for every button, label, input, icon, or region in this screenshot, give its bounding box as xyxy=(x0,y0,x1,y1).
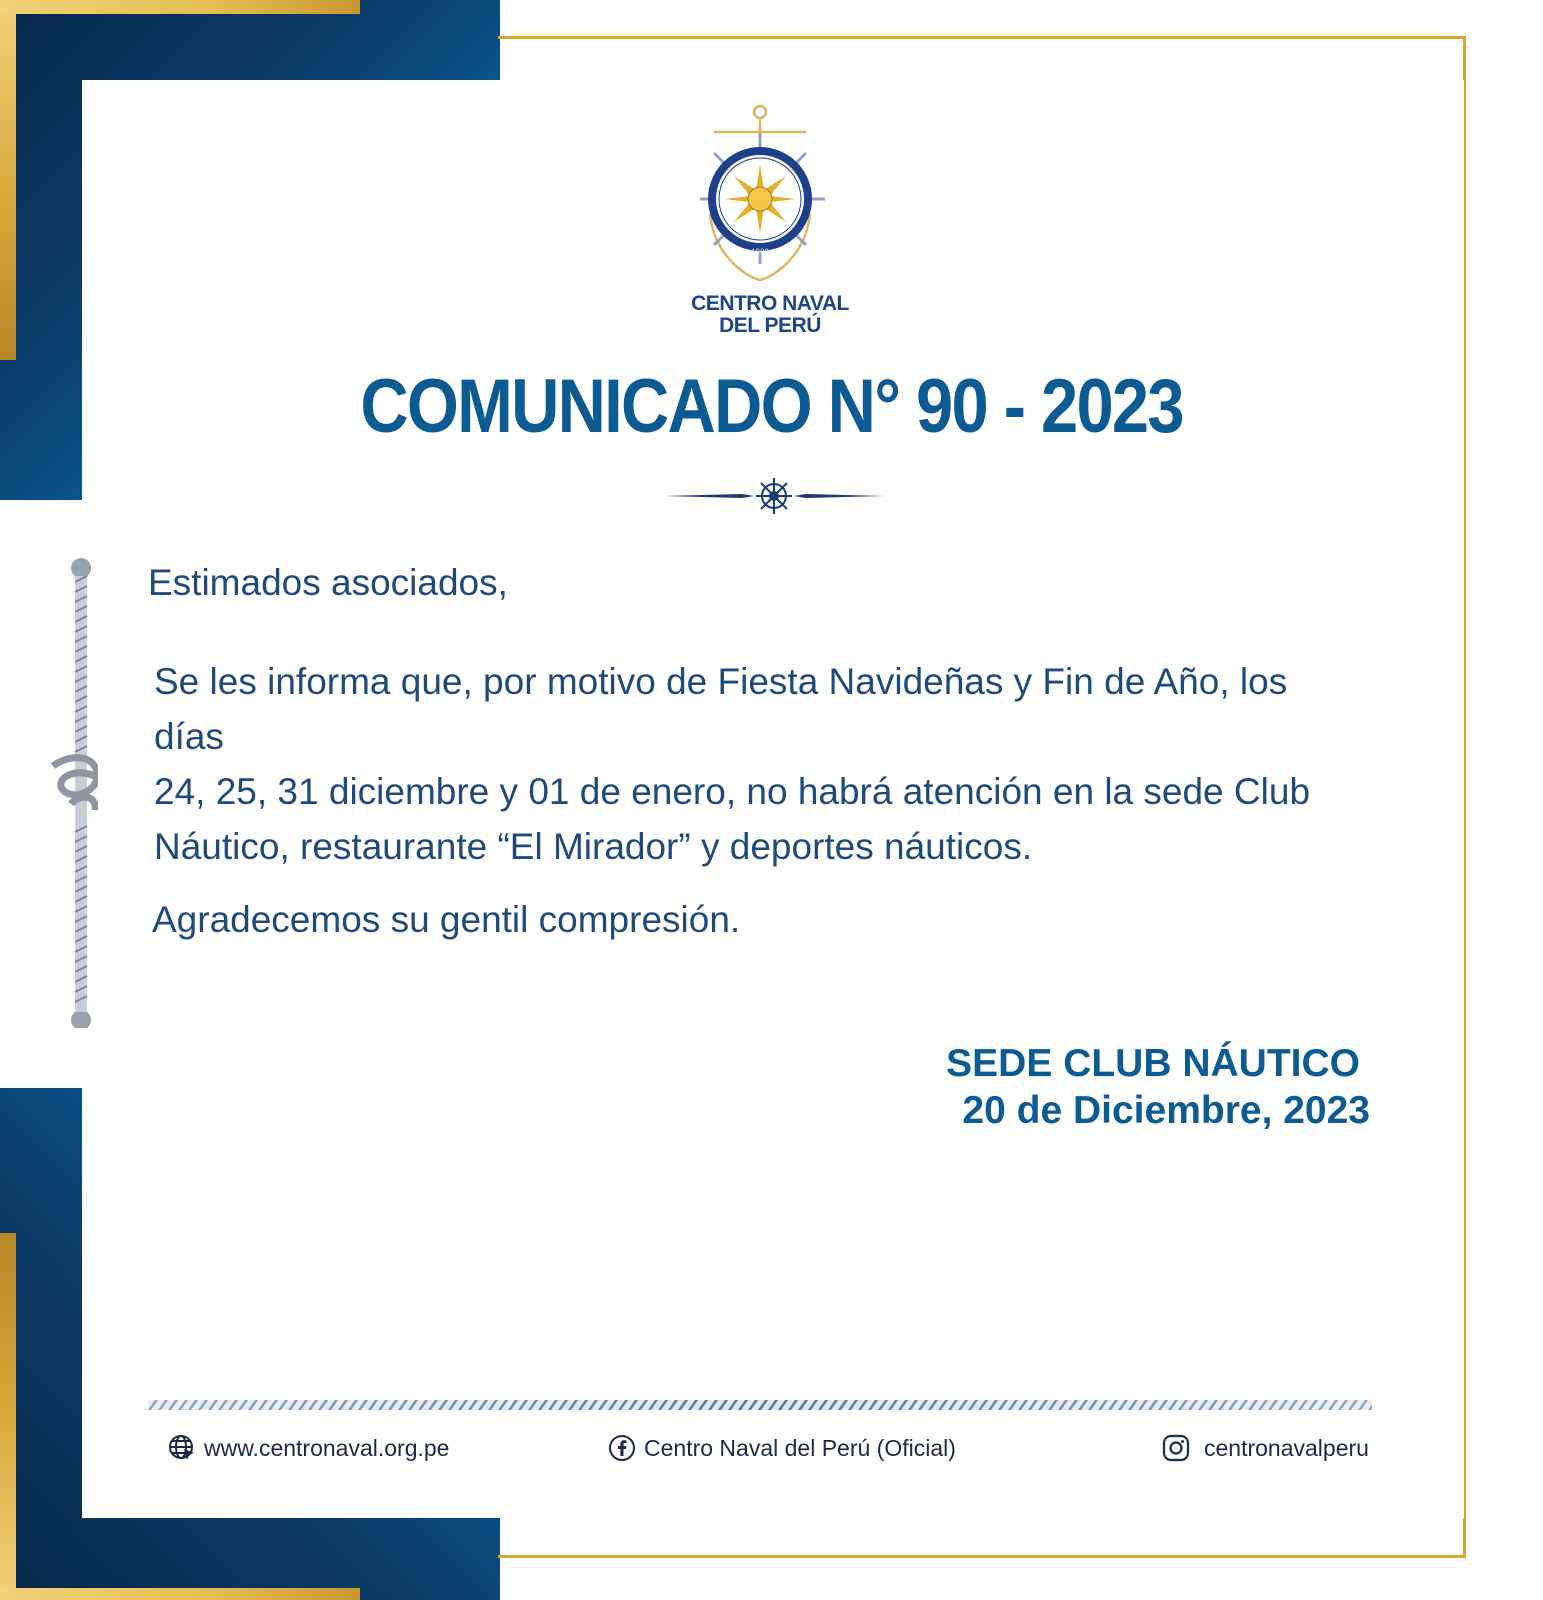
thanks-text: Agradecemos su gentil compresión. xyxy=(152,899,741,940)
divider-ship-wheel xyxy=(664,474,884,518)
gold-stripe xyxy=(0,0,16,360)
signature-date: 20 de Diciembre, 2023 xyxy=(962,1089,1370,1132)
page-title: COMUNICADO N° 90 - 2023 xyxy=(360,364,1183,449)
instagram-link-text[interactable]: centronavalperu xyxy=(1204,1435,1369,1461)
gold-stripe xyxy=(0,0,360,14)
body-line: 24, 25, 31 diciembre y 01 de enero, no habrá atención en la sede Club xyxy=(154,771,1311,812)
announcement-body xyxy=(154,654,1344,874)
footer-website[interactable] xyxy=(168,1433,449,1463)
organization-name-line2: DEL PERÚ xyxy=(719,314,821,337)
website-link-text[interactable]: www.centronaval.org.pe xyxy=(204,1435,450,1461)
gold-stripe xyxy=(0,1588,360,1600)
signature-place: SEDE CLUB NÁUTICO xyxy=(946,1042,1360,1085)
footer-facebook[interactable] xyxy=(608,1433,956,1463)
organization-name xyxy=(560,293,980,337)
centro-naval-emblem xyxy=(700,104,850,284)
footer-rope-divider xyxy=(148,1398,1372,1412)
facebook-icon xyxy=(608,1434,636,1462)
globe-icon xyxy=(168,1434,196,1462)
instagram-icon xyxy=(1162,1434,1190,1462)
footer-instagram[interactable] xyxy=(1162,1433,1369,1463)
signature-block xyxy=(900,1040,1370,1134)
gold-stripe xyxy=(0,1233,16,1600)
emblem-year: 1900 xyxy=(751,248,769,256)
organization-name-line1: CENTRO NAVAL xyxy=(691,292,849,315)
body-line: Se les informa que, por motivo de Fiesta Navideñas y Fin de Año, los días xyxy=(154,661,1288,757)
rope-decoration xyxy=(28,558,98,1028)
facebook-link-text[interactable]: Centro Naval del Perú (Oficial) xyxy=(644,1435,956,1461)
greeting-text: Estimados asociados, xyxy=(148,562,508,603)
body-line: Náutico, restaurante “El Mirador” y deportes náuticos. xyxy=(154,826,1033,867)
